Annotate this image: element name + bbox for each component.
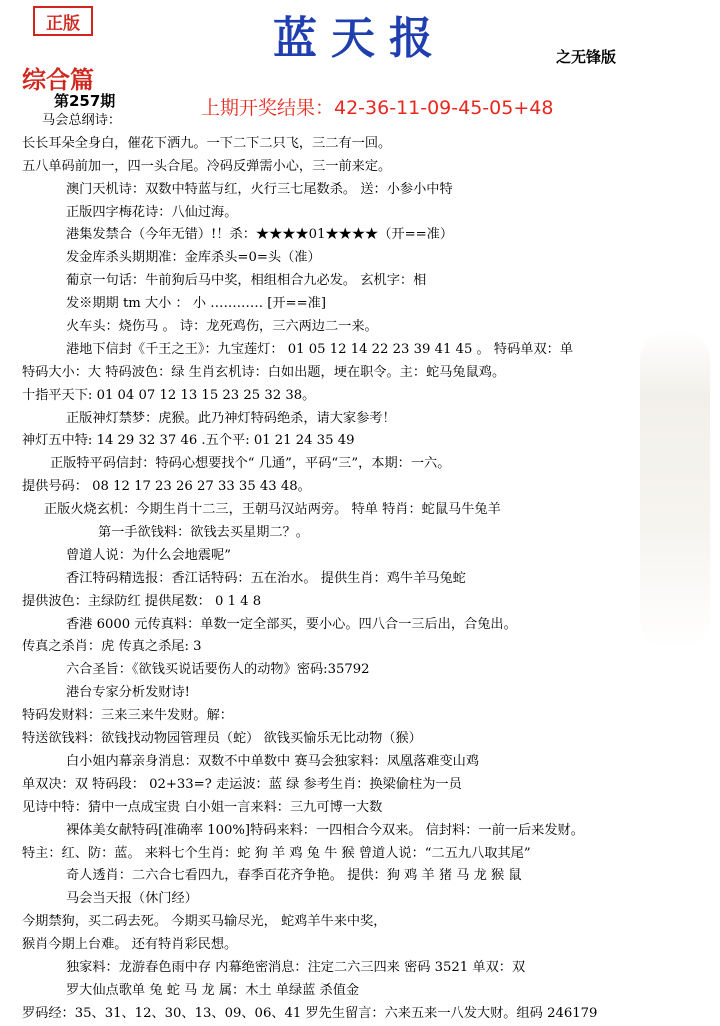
text-line: 裸体美女献特码[准确率 100%]特码来料：一四相合今双来。 信封料：一前一后来发财。	[66, 822, 584, 838]
edition-badge: 正版	[33, 6, 93, 36]
text-line: 十指平天下: 01 04 07 12 13 15 23 25 32 38。	[22, 387, 316, 403]
text-line: 神灯五中特: 14 29 32 37 46 .五个平: 01 21 24 35 49	[22, 433, 355, 449]
text-line: 香江特码精选报：香江话特码：五在治水。 提供生肖：鸡牛羊马兔蛇	[66, 570, 466, 586]
article-body	[0, 110, 720, 1026]
text-line: 葡京一句话：牛前狗后马中奖，相组相合九必发。 玄机字：相	[66, 273, 427, 289]
text-line: 正版神灯禁梦：虎猴。此乃神灯特码绝杀，请大家参考！	[66, 410, 396, 426]
text-line: 特码大小：大 特码波色：绿 生肖玄机诗：白如出题，埂在职令。主：蛇马兔鼠鸡。	[22, 364, 506, 380]
text-line: 港台专家分析发财诗!	[66, 685, 190, 701]
text-line: 正版四字梅花诗：八仙过海。	[66, 204, 238, 220]
text-line: 马会总纲诗：	[42, 113, 122, 128]
section-title: 综合篇	[22, 66, 94, 94]
text-line: 发金库杀头期期准：金库杀头=0=头（准）	[66, 250, 321, 266]
text-line: 正版火烧玄机：今期生肖十二三，王朝马汉站两旁。 特单 特肖：蛇鼠马牛兔羊	[44, 502, 501, 518]
text-line: 港集发禁合（今年无错）!！杀：★★★★01★★★★（开==准）	[66, 227, 454, 243]
last-draw-result: 上期开奖结果：42-36-11-09-45-05+48	[201, 97, 554, 119]
text-line: 提供波色：主绿防红 提供尾数： 0 1 4 8	[22, 593, 262, 609]
page-title: 蓝天报	[273, 13, 447, 64]
text-line: 提供号码： 08 12 17 23 26 27 33 35 43 48。	[22, 479, 311, 495]
text-line: 白小姐内幕亲身消息：双数不中单数中 赛马会独家料：凤凰落难变山鸡	[66, 753, 480, 769]
text-line: 特码发财料：三来三来牛发财。解：	[22, 708, 233, 724]
text-line: 传真之杀肖：虎 传真之杀尾: 3	[22, 639, 202, 655]
text-line: 发※期期 tm 大小 ： 小 ………… [开==准]	[66, 296, 326, 312]
text-line: 特主：红、防：蓝。 来料七个生肖：蛇 狗 羊 鸡 兔 牛 猴 曾道人说：“二五九八取其尾”	[22, 845, 531, 861]
text-line: 香港 6000 元传真料：单数一定全部买，要小心。四八合一三后出，合兔出。	[66, 616, 517, 632]
text-line: 正版特平码信封：特码心想要找个“ 几通”，平码“三”，本期：一六。	[50, 456, 451, 472]
issue-number: 第257期	[54, 92, 116, 110]
text-line: 奇人透肖：二六合七看四九，春季百花齐争艳。 提供：狗 鸡 羊 猪 马 龙 猴 鼠	[66, 868, 522, 884]
text-line: 今期禁狗，买二码去死。 今期买马输尽光， 蛇鸡羊牛来中奖，	[22, 914, 387, 930]
text-line: 罗大仙点歌单 兔 蛇 马 龙 属：木土 单绿蓝 杀值金	[66, 982, 360, 998]
text-line: 澳门天机诗：双数中特蓝与红，火行三七尾数杀。 送：小参小中特	[66, 181, 453, 197]
text-line: 单双决：双 特码段： 02+33=? 走运波：蓝 绿 参考生肖：换梁偷柱为一员	[22, 776, 462, 792]
text-line: 六合圣旨：《欲钱买说话要伤人的动物》密码:35792	[66, 662, 370, 678]
text-line: 港地下信封《千王之王》：九宝莲灯： 01 05 12 14 22 23 39 41 45 。 特码单双：单	[66, 341, 574, 357]
text-line: 马会当天报（休门经）	[66, 891, 198, 907]
text-line: 第一手欲钱料：欲钱去买星期二？。	[98, 525, 309, 541]
text-line: 曾道人说：为什么会地震呢”	[66, 547, 231, 563]
text-line: 罗码经：35、31、12、30、13、09、06、41 罗先生留言：六来五来一八发大财。组码 246179	[22, 1005, 598, 1021]
text-line: 火车头：烧伤马 。 诗：龙死鸡伤，三六两边二一来。	[66, 319, 378, 335]
text-line: 猴肖今期上台难。 还有特肖彩民想。	[22, 937, 238, 953]
edition-label: 之无锋版	[556, 48, 617, 66]
text-line: 长长耳朵全身白，催花下洒九。一下二下二只飞，三二有一回。	[22, 135, 392, 151]
text-line: 特送欲钱料：欲钱找动物园管理员（蛇） 欲钱买愉乐无比动物（猴）	[22, 731, 422, 747]
text-line: 独家料：龙游春色雨中存 内幕绝密消息：注定二六三四来 密码 3521 单双：双	[66, 959, 526, 975]
text-line: 见诗中特：猜中一点成宝贵 白小姐一言来料：三九可博一大数	[22, 799, 383, 815]
text-line: 五八单码前加一，四一头合尾。冷码反弹需小心，三一前来定。	[22, 158, 392, 174]
